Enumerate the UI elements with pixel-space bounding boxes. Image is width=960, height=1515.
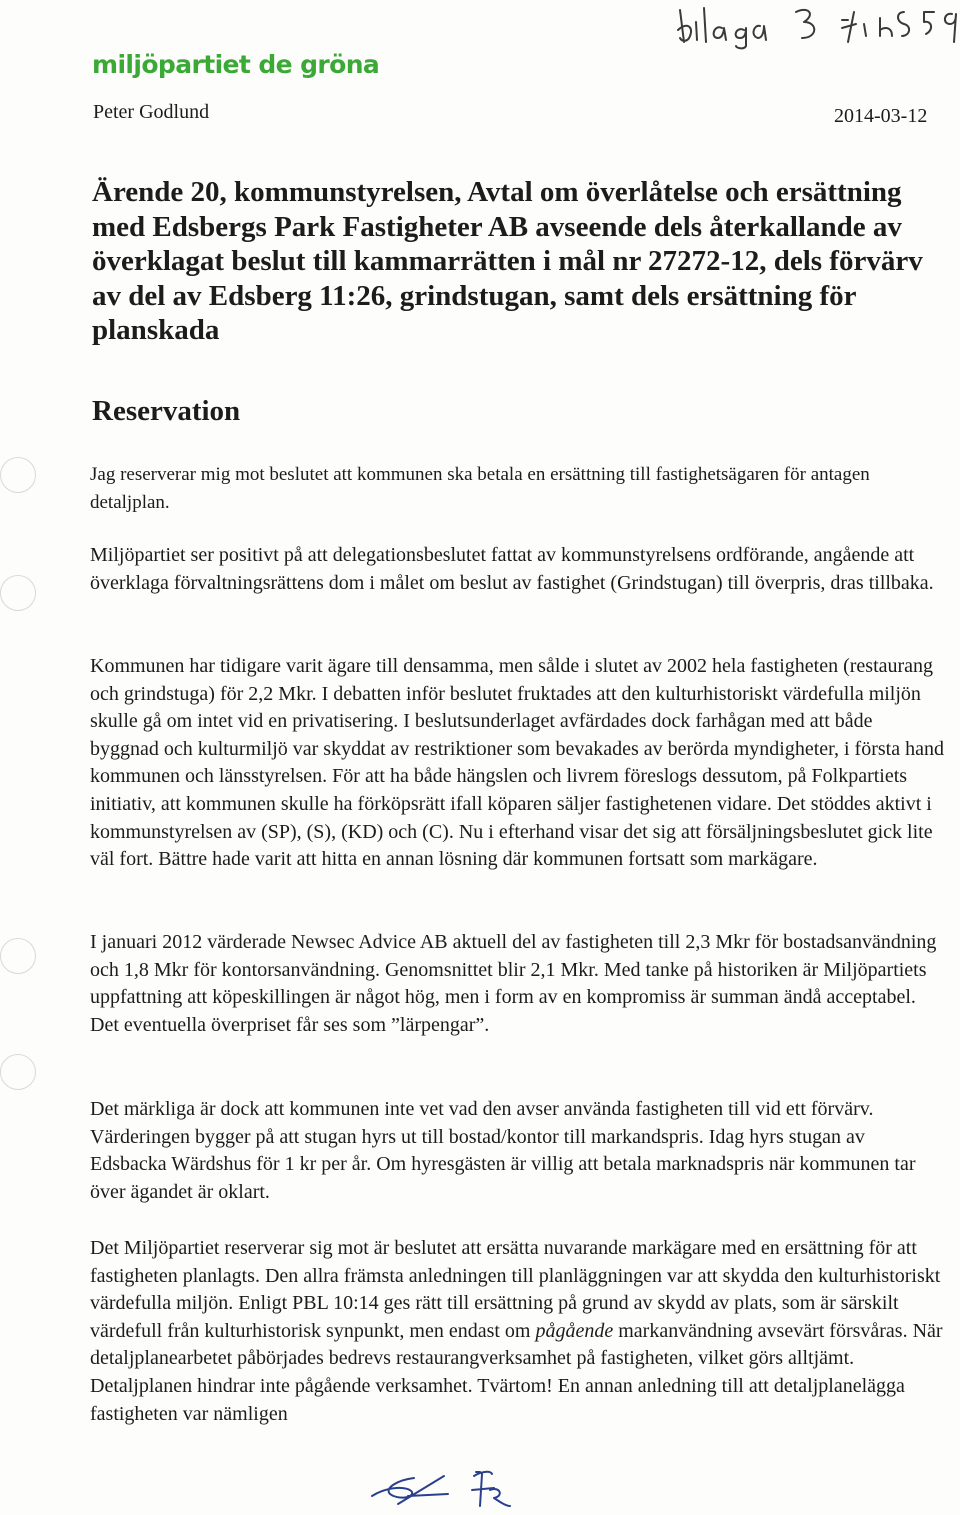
punch-hole — [0, 938, 36, 974]
paragraph-history: Kommunen har tidigare varit ägare till densamma, men sålde i slutet av 2002 hela fastigheten (restaurang och grindstuga) för 2,2 Mkr. I debatten inför beslutet fruktades att den kulturhistoriskt värdefulla miljön skulle gå om intet vid en privatisering. I beslutsunderlaget avfärdades dock farhågan med att både byggnad och kulturmiljö var skyddat av restriktioner som bevakades av berörda myndigheter, i första hand kommunen och länsstyrelsen. För att ha både hängslen och livrem föreslogs dessutom, på Folkpartiets initiativ, att kommunen skulle ha förköpsrätt ifall köparen säljer fastighetenen vidare. Det stöddes aktivt i kommunstyrelsen av (SP), (S), (KD) och (C). Nu i efterhand visar det sig att försäljningsbeslutet gick lite väl fort. Bättre hade varit att hitta en annan lösning där kommunen fortsatt som markägare. — [90, 655, 944, 871]
handwritten-annotation — [672, 2, 960, 50]
section-heading: Reservation — [92, 395, 241, 427]
paragraph-compensation — [90, 1235, 945, 1428]
paragraph-usage: Det märkliga är dock att kommunen inte vet vad den avser använda fastigheten till vid ett förvärv. Värderingen bygger på att stugan hyrs ut till bostad/kontor till markandspris. Idag hyrs stugan av Edsbacka Wärdshus för 1 kr per år. Om hyresgästen är villig att betala marknadspris när kommunen tar över ägandet är oklart. — [90, 1098, 916, 1203]
paragraph-delegation: Miljöpartiet ser positivt på att delegationsbeslutet fattat av kommunstyrelsens ordförande, angående att överklaga förvaltningsrättens dom i målet om beslut av fastighet (Grindstugan) till överpris, dras tillbaka. — [90, 544, 934, 594]
punch-hole — [0, 1054, 36, 1090]
punch-hole — [0, 575, 36, 611]
punch-hole — [0, 457, 36, 493]
emphasis-text: pågående — [535, 1319, 614, 1342]
author-name: Peter Godlund — [93, 101, 210, 123]
paragraph-reservation: Jag reserverar mig mot beslutet att kommunen ska betala en ersättning till fastighetsägaren för antagen detaljplan. — [90, 464, 870, 513]
signature-initials — [368, 1466, 528, 1514]
party-logo: miljöpartiet de gröna — [92, 50, 380, 79]
paragraph-text-end: markanvändning avsevärt försvåras. När detaljplanearbetet påbörjades bedrevs restaurangverksamhet på fastigheten, vilket görs alltjämt. Detaljplanen hindrar inte pågående verksamhet. Tvärtom! En annan anledning till att detaljplanelägga fastigheten var nämligen — [90, 1319, 943, 1425]
paragraph-valuation: I januari 2012 värderade Newsec Advice AB aktuell del av fastigheten till 2,3 Mkr för bostadsanvändning och 1,8 Mkr för kontorsanvändning. Genomsnittet blir 2,1 Mkr. Med tanke på historiken är Miljöpartiets uppfattning att köpeskillingen är något hög, men i form av en kompromiss är summan ändå acceptabel. Det eventuella överpriset får ses som ”lärpengar”. — [90, 931, 937, 1036]
paragraph-text-start: Det Miljöpartiet reserverar sig mot är beslutet att ersätta nuvarande markägare med en ersättning för att fastigheten planlagts. Den allra främsta anledningen till planläggningen var att skydda den kulturhistoriskt värdefulla miljön. Enligt PBL 10:14 ges rätt till ersättning på grund av skydd av plats, som är särskilt värdefull från kulturhistorisk synpunkt, men endast om — [90, 1237, 941, 1342]
document-title: Ärende 20, kommunstyrelsen, Avtal om överlåtelse och ersättning med Edsbergs Park Fastigheter AB avseende dels återkallande av överklagat beslut till kammarrätten i mål nr 27272-12, dels förvärv av del av Edsberg 11:26, grindstugan, samt dels ersättning för planskada — [92, 176, 923, 346]
document-date: 2014-03-12 — [834, 105, 928, 127]
